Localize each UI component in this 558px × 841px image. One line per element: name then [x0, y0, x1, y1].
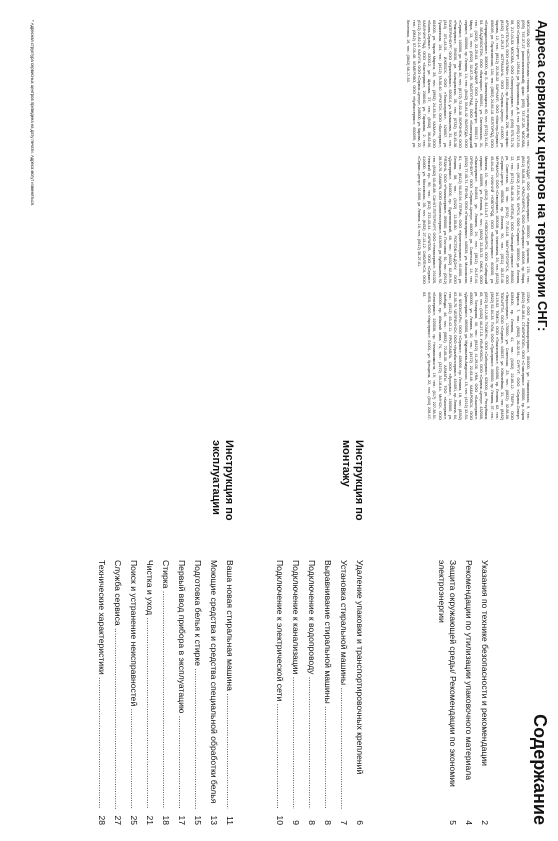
toc-entry-page: 5 [448, 820, 458, 825]
toc-entry[interactable] [160, 560, 171, 825]
toc-entry-text: Удаление упаковки и транспортировочных креплений [355, 560, 365, 775]
service-column-2: КРАСНОДАР, ООО «Кубаньсервис», 350000, ул. Красная, 176, тел.: (8612) 55-08-31. КРАСНОЯРСК, ООО «Сибсервис», 660049, пр. Мира, 53, тел.: (3912) 27-84-70. КУРСК, ООО «Сервис», 305000, ул. Ленина, 12, тел.: (0712) 56-48-26. ЛИПЕЦК, ООО «Липецкий сервис», 398002, ул. Советская, 33, тел.: (0742) 77-40-18. МАГНИТОГОРСК, ООО «Сервис-Центр», 455038, пр. Ленина, 90, тел.: (3511) 35-37-46. МУРМАНСК, ООО «Севсервис», 183038, ул. Книповича, 23, тел.: (8152) 45-64-42. НИЖНИЙ НОВГОРОД, ООО «Волгосервис», 603005, ул. Минина, 10, тел.: (8312) 34-13-47. НОВОСИБИРСК, ООО «Сибирский сервис», 630099, ул. Ленина, 8, тел.: (3832) 22-53-72. ОМСК, ООО «Омсксервис», 644043, ул. Ленина, 24, тел.: (3812) 24-37-44. ОРЕНБУРГ, ООО «Сервис-Центр», 460000, ул. Советская, 14, тел.: (3532) 77-35-71. ПЕНЗА, ООО «Пензасервис», 440026, ул. Московская, 81, тел.: (8412) 56-02-94. ПЕРМЬ, ООО «Уралтехсервис», 614000, ул. Ленина, 58, тел.: (3422) 12-55-80. РОСТОВ-НА-ДОНУ, ООО «Донсервис», 344006, пр. Буденновский, 48, тел.: (8632) 62-39-94. РЯЗАНЬ, ООО «Рязаньсервис», 390000, ул. Почтовая, 61, тел.: (0912) 28-92-76. САМАРА, ООО «Волгатехсервис», 443099, ул. Куйбышева, 92, тел.: (8462) 33-40-88. САНКТ-ПЕТЕРБУРГ, ООО «Невасервис», 191025, Невский пр., 90, тел.: (812) 272-43-44. САРАТОВ, ООО «Сервис», 410600, ул. Московская, 35, тел.: (8452) 27-13-12. СМОЛЕНСК, ООО «Сервис-Центр», 214000, ул. Ленина, 16, тел.: (0812) 38-27-61. [416, 156, 530, 284]
toc-entry[interactable] [338, 560, 349, 825]
toc-entry-page: 11 [225, 816, 235, 825]
service-centers-block [10, 20, 550, 420]
toc-entry-page: 9 [291, 820, 301, 825]
toc-entry-page: 28 [97, 815, 107, 825]
toc-entry[interactable] [224, 560, 235, 825]
toc-entry-page: 8 [323, 820, 333, 825]
toc-entry-text: Выравнивание стиральной машины ..... [322, 560, 333, 809]
toc-entry-text: Рекомендации по утилизации упаковочного материала [464, 560, 474, 781]
toc-entry-page: 27 [113, 815, 123, 825]
toc-section-entries [91, 560, 235, 825]
service-column-3: СОЧИ, ООО «Черноморсервис», 354000, ул. Навагинская, 9, тел.: (8622) 62-38-81. СТАВРОПОЛЬ, ООО «Ставсервис», 355000, пр. Карла Маркса, 7, тел.: (8652) 26-32-91. СУРГУТ, ООО «Сервис-Север», 628400, пр. Ленина, 41, тел.: (3462) 22-80-12. ТВЕРЬ, ООО «Тверьсервис», 170000, ул. Советская, 23, тел.: (0822) 32-58-06. ТОЛЬЯТТИ, ООО «Сервис», 445037, ул. Юбилейная, 31, тел.: (8482) 34-19-52. ТОМСК, ООО «Томсксервис», 634050, пр. Ленина, 62, тел.: (3822) 52-64-33. ТУЛА, ООО «Тулсервис», 300000, пр. Ленина, 37, тел.: (0872) 36-12-58. ТЮМЕНЬ, ООО «Сибсервис», 625000, ул. Республики, 65, тел.: (3452) 46-27-15. УЛЬЯНОВСК, ООО «Сервис-Центр», 432000, ул. Гончарова, 40, тел.: (8422) 41-29-06. УФА, ООО «Башсервис», 450000, ул. Ленина, 20, тел.: (3472) 22-63-48. ХАБАРОВСК, ООО «Дальсервис», 680000, ул. Муравьева-Амурского, 15, тел.: (4212) 32-54-16. ЧЕБОКСАРЫ, ООО «Сервис», 428000, пр. Ленина, 18, тел.: (8352) 62-35-70. ЧЕЛЯБИНСК, ООО «Уралбытсервис», 454091, пр. Ленина, 64, тел.: (3512) 63-42-11. ЯРОСЛАВЛЬ, ООО «Ярсервис», 150000, ул. Свободы, 46, тел.: (0852) 72-65-30. АЛМАТЫ, ТОО «Казсервис», 480004, пр. Абылай хана, 74, тел.: (3272) 33-18-44. МИНСК, ООО «Белсервис», 220030, пр. Независимости, 19, тел.: (017) 227-38-51. КИЕВ, ООО «Укрсервис», 01001, ул. Крещатик, 22, тел.: (044) 228-47-63. [421, 292, 530, 420]
toc-entry-text: Служба сервиса ..... [112, 560, 123, 809]
service-centers-title: Адреса сервисных центров на территории СНГ: [535, 20, 550, 332]
toc-entry[interactable] [112, 560, 123, 825]
service-column-1: МОСКВА, ООО «АСК»/Бытовая техника, служба по производству, тел.: (095) 737-37-27 (многоканальный); факс: (095) 737-37-28. МОСКВА, ООО «Сервис-Центр», 129164, ул. Ярославская, д. 8, тел.: (095) 217-40-08, 217-04-53. МОСКВА, ООО «Электросервис», тел.: (095) 975-72-76. АРХАНГЕЛЬСК, ООО «ОЛМИ», 163002, пр. Ломоносова, 228, тел./факс: (8182) 47-29-37. АСТРАХАНЬ, ООО «Сервис-Центр», 414000, ул. Кирова, 12, тел.: (8512) 22-36-32. БАРНАУЛ, ООО «Мастер-Сервис», 656049, ул. Партизанская, 134, тел.: (3852) 24-84-16. БЕЛГОРОД, ООО «Белрадиосервис», 308000, пр. Б. Хмельницкого, 60, тел.: (0722) 31-81-53. ВЛАДИВОСТОК, ООО «Виктория», 690091, ул. Светланская, 31, тел.: (4232) 22-29-63. ВЛАДИМИР, ООО «Техноцентр», 600017, ул. Мира, 13, тел.: (0922) 32-07-25. ВОЛГОГРАД, ООО «Волгоградский сервис», 400066, пр. Ленина, 14, тел.: (8442) 33-64-42. ВОЛОГДА, ООО «Сервис», 160000, ул. Мира, 36, тел.: (8172) 72-62-36. ВОРОНЕЖ, ООО «Ремсервис», 394030, ул. Кольцовская, 35, тел.: (0732) 52-45-38. ЕКАТЕРИНБУРГ, ООО «Уралсервис», 620014, ул. Малышева, 31, тел.: (343) 371-43-01. ИЖЕВСК, ООО «Техносервис», 426057, ул. Пушкинская, 154, тел.: (3412) 78-56-40. ИРКУТСК, ООО «Бытсервис», 664003, ул. Карла Маркса, 25, тел.: (3952) 24-33-54. КАЗАНЬ, ООО «Волга-Сервис», 420012, ул. Щапова, 27, тел.: (8432) 36-62-06. КАЛИНИНГРАД, ООО «Балтсервис», 236040, ул. Гаражная, 2, тел.: (0112) 21-82-14. КАЛУГА, ООО «Сервис-Центр», 248000, ул. Кирова, 22, тел.: (0842) 57-03-48. КЕМЕРОВО, ООО «Кузбассервис», 650099, ул. Весенняя, 19, тел.: (3842) 58-17-53. [406, 20, 530, 148]
service-centers-columns [40, 20, 530, 420]
toc-entry-text: Поиск и устранение неисправностей ..... [128, 560, 139, 809]
toc-entry-text: Технические характеристики ..... [96, 560, 107, 809]
toc-section-label: Инструкция по эксплуатации [210, 440, 235, 521]
toc-entry-text: Подключение к электрической сети ..... [274, 560, 285, 809]
toc-entry[interactable] [290, 560, 301, 825]
toc-entry[interactable] [128, 560, 139, 825]
toc-entry[interactable] [322, 560, 333, 825]
toc-section-label: Инструкция по монтажу [340, 440, 365, 521]
toc-entry-page: 6 [355, 820, 365, 825]
toc-entry-page: 21 [145, 815, 155, 825]
toc-entry-page: 4 [464, 820, 474, 825]
toc-entry-page: 25 [129, 815, 139, 825]
toc-entry[interactable] [192, 560, 203, 825]
toc-entry-page: 10 [275, 815, 285, 825]
toc-entry-page: 7 [339, 820, 349, 825]
toc-entry[interactable] [436, 560, 458, 825]
toc-entry-page: 15 [193, 815, 203, 825]
toc-entry[interactable] [176, 560, 187, 825]
toc-entry-text: Защита окружающей среды/ Рекомендации по экономии электроэнергии [437, 560, 458, 787]
toc-entry[interactable] [354, 560, 365, 825]
toc-entry-text: Подключение к водопроводу ..... [306, 560, 317, 809]
toc-entry-text: Чистка и уход ..... [144, 560, 155, 809]
toc-entry-text: Стирка ..... [160, 560, 171, 809]
toc-entry-page: 18 [161, 815, 171, 825]
toc-entry-page: 13 [209, 815, 219, 825]
toc-entry-text: Указания по технике безопасности и рекомендации [480, 560, 490, 766]
toc-entry-text: Установка стиральной машины ..... [338, 560, 349, 809]
toc-entry-text: Подключение к канализации ..... [290, 560, 301, 809]
toc-intro-entries [431, 560, 490, 825]
toc-entry[interactable] [479, 560, 490, 825]
toc-entry-text: Ваша новая стиральная машина ..... [224, 560, 235, 809]
toc-section-entries [269, 560, 365, 825]
toc-entry-page: 8 [307, 820, 317, 825]
toc-entry[interactable] [96, 560, 107, 825]
toc-entry-text: Подготовка белья к стирке ..... [192, 560, 203, 809]
toc-entry[interactable] [463, 560, 474, 825]
toc-entry-text: Моющие средства и средства специальной обработки белья [209, 560, 219, 804]
toc-entry-page: 17 [177, 815, 187, 825]
toc-entry[interactable] [144, 560, 155, 825]
toc-entry[interactable] [274, 560, 285, 825]
toc-entry[interactable] [208, 560, 219, 825]
table-of-contents [10, 440, 550, 825]
toc-entry-text: Первый ввод прибора в эксплуатацию ..... [176, 560, 187, 809]
toc-entry[interactable] [306, 560, 317, 825]
service-footnote: * Адресная структура сервисных центров приведена на дату печати. Адреса могут изменяться. [30, 20, 35, 207]
toc-title: Содержание [530, 714, 550, 825]
toc-entry-page: 2 [480, 820, 490, 825]
